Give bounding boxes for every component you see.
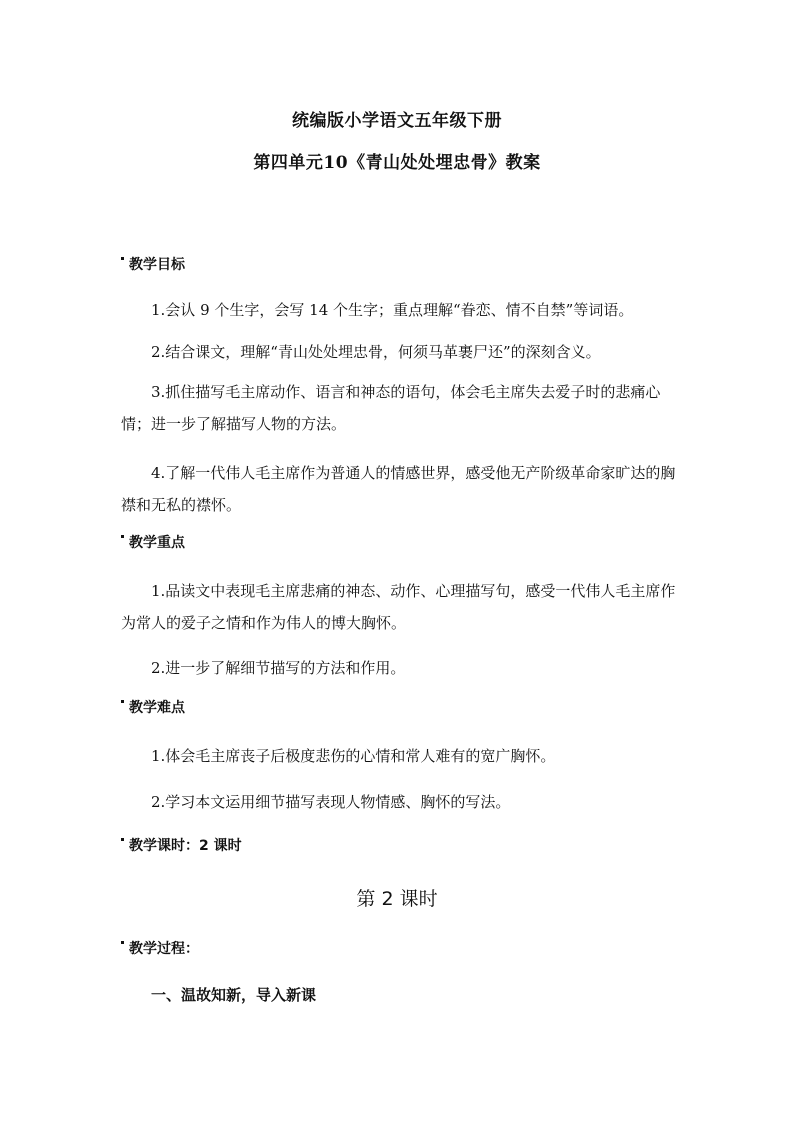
key-points-heading: 教学重点 xyxy=(121,532,185,552)
difficulty-item-1: 1.体会毛主席丧子后极度悲伤的心情和常人难有的宽广胸怀。 xyxy=(151,747,556,765)
bullet-mark-icon xyxy=(121,700,124,703)
objective-item-2: 2.结合课文，理解“青山处处埋忠骨，何须马革裹尸还”的深刻含义。 xyxy=(151,343,601,361)
bullet-mark-icon xyxy=(121,838,124,841)
objective-item-3: 3.抓住描写毛主席动作、语言和神态的语句，体会毛主席失去爱子时的悲痛心情；进一步了解描写人物的方法。 xyxy=(121,383,661,433)
key-point-item-1: 1.品读文中表现毛主席悲痛的神态、动作、心理描写句，感受一代伟人毛主席作为常人的爱子之情和作为伟人的博大胸怀。 xyxy=(121,582,676,632)
lesson-title: 第 2 课时 xyxy=(356,888,438,910)
hours-heading: 教学课时：2 课时 xyxy=(121,835,242,855)
objectives-heading: 教学目标 xyxy=(121,254,185,274)
difficulty-item-2: 2.学习本文运用细节描写表现人物情感、胸怀的写法。 xyxy=(151,793,511,811)
document-subtitle: 第四单元10《青山处处埋忠骨》教案 xyxy=(253,153,541,173)
process-heading: 教学过程： xyxy=(121,938,199,958)
key-point-item-2: 2.进一步了解细节描写的方法和作用。 xyxy=(151,659,406,677)
difficulties-heading: 教学难点 xyxy=(121,697,185,717)
bullet-mark-icon xyxy=(121,257,124,260)
process-step-1: 一、温故知新，导入新课 xyxy=(151,986,317,1004)
objective-item-1: 1.会认 9 个生字，会写 14 个生字；重点理解“眷恋、情不自禁”等词语。 xyxy=(151,301,634,319)
objective-item-4: 4.了解一代伟人毛主席作为普通人的情感世界，感受他无产阶级革命家旷达的胸襟和无私的襟怀。 xyxy=(121,464,676,514)
document-title: 统编版小学语文五年级下册 xyxy=(292,111,502,131)
bullet-mark-icon xyxy=(121,535,124,538)
bullet-mark-icon xyxy=(121,941,124,944)
